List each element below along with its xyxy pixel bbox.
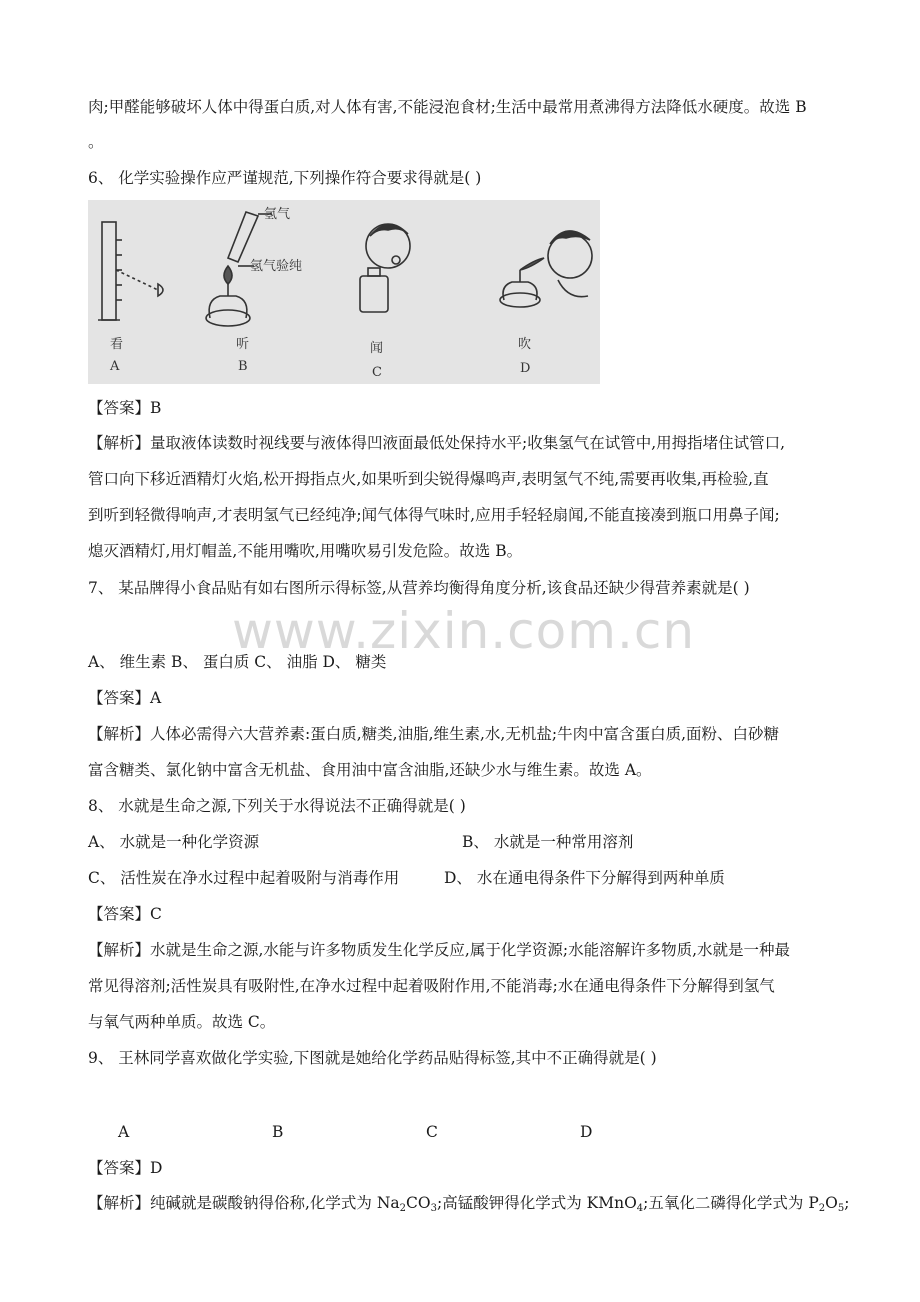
explanation-text: O <box>825 1194 838 1212</box>
subscript: 4 <box>636 1203 644 1214</box>
figure-letter-b: B <box>238 359 248 374</box>
lab-operations-figure <box>88 200 600 384</box>
figure-caption-d: 吹 <box>518 337 532 352</box>
figure-caption-a: 看 <box>110 337 124 352</box>
question-9-label-d: D <box>580 1123 593 1141</box>
eye-icon <box>158 284 163 296</box>
explanation-line: 【解析】量取液体读数时视线要与液体得凹液面最低处保持水平;收集氢气在试管中,用拇指堵住试管口, <box>88 434 786 452</box>
question-8-option-c: C、 活性炭在净水过程中起着吸附与消毒作用 <box>88 869 400 887</box>
question-8-option-d: D、 水在通电得条件下分解得到两种单质 <box>444 869 725 887</box>
explanation-text: 【解析】纯碱就是碳酸钠得俗称,化学式为 Na <box>88 1194 400 1212</box>
cylinder-illustration <box>98 222 163 320</box>
subscript: 3 <box>430 1203 437 1214</box>
lab-operations-illustration <box>88 200 600 384</box>
explanation-line: 与氧气两种单质。故选 C。 <box>88 1013 276 1031</box>
tube-label-purity-test: 氢气验纯 <box>250 259 303 274</box>
explanation-line: 管口向下移近酒精灯火焰,松开拇指点火,如果听到尖锐得爆鸣声,表明氢气不纯,需要再收集,再检验,直 <box>88 470 769 488</box>
question-8-option-b: B、 水就是一种常用溶剂 <box>462 833 634 851</box>
text-line: 肉;甲醛能够破坏人体中得蛋白质,对人体有害,不能浸泡食材;生活中最常用煮沸得方法降低水硬度。故选 B <box>88 98 807 116</box>
figure-letter-a: A <box>110 359 120 374</box>
figure-letter-c: C <box>372 365 382 380</box>
explanation-line-formulas <box>88 1193 848 1213</box>
answer-9: 【答案】D <box>88 1159 163 1177</box>
answer-7: 【答案】A <box>88 689 162 707</box>
question-7: 7、 某品牌得小食品贴有如右图所示得标签,从营养均衡得角度分析,该食品还缺少得营养素就是( ) <box>88 579 750 597</box>
question-6: 6、 化学实验操作应严谨规范,下列操作符合要求得就是( ) <box>88 169 482 187</box>
question-9: 9、 王林同学喜欢做化学实验,下图就是她给化学药品贴得标签,其中不正确得就是( ) <box>88 1049 657 1067</box>
explanation-line: 【解析】水就是生命之源,水能与许多物质发生化学反应,属于化学资源;水能溶解许多物质,水就是一种最 <box>88 941 791 959</box>
explanation-line: 常见得溶剂;活性炭具有吸附性,在净水过程中起着吸附作用,不能消毒;水在通电得条件下分解得到氢气 <box>88 977 775 995</box>
question-9-label-c: C <box>426 1123 438 1141</box>
explanation-text: ;五氧化二磷得化学式为 P <box>643 1194 819 1212</box>
answer-8: 【答案】C <box>88 905 162 923</box>
explanation-text: CO <box>406 1194 431 1212</box>
person-blowing-lamp-illustration <box>500 231 592 307</box>
figure-letter-d: D <box>520 361 531 376</box>
subscript: 2 <box>399 1203 407 1214</box>
question-8-option-a: A、 水就是一种化学资源 <box>88 833 260 851</box>
question-9-label-a: A <box>118 1123 130 1141</box>
figure-caption-b: 听 <box>236 337 250 352</box>
question-9-label-b: B <box>272 1123 284 1141</box>
explanation-line: 熄灭酒精灯,用灯帽盖,不能用嘴吹,用嘴吹易引发危险。故选 B。 <box>88 542 523 560</box>
text-line: 。 <box>88 133 104 151</box>
tube-label-hydrogen: 氢气 <box>264 207 291 222</box>
explanation-text: ;高锰酸钾得化学式为 KMnO <box>437 1194 637 1212</box>
explanation-line: 【解析】人体必需得六大营养素:蛋白质,糖类,油脂,维生素,水,无机盐;牛肉中富含蛋白质,面粉、白砂糖 <box>88 725 780 743</box>
explanation-text: ; <box>844 1194 850 1212</box>
subscript: 2 <box>818 1203 826 1214</box>
answer-6: 【答案】B <box>88 399 162 417</box>
question-8: 8、 水就是生命之源,下列关于水得说法不正确得就是( ) <box>88 797 466 815</box>
person-smelling-bottle-illustration <box>360 224 410 312</box>
explanation-line: 到听到轻微得响声,才表明氢气已经纯净;闻气体得气味时,应用手轻轻扇闻,不能直接凑到瓶口用鼻子闻; <box>88 506 780 524</box>
watermark: www.zixin.com.cn <box>232 602 696 660</box>
subscript: 5 <box>837 1203 845 1214</box>
figure-caption-c: 闻 <box>370 341 384 356</box>
explanation-line: 富含糖类、氯化钠中富含无机盐、食用油中富含油脂,还缺少水与维生素。故选 A。 <box>88 761 652 779</box>
question-7-options: A、 维生素 B、 蛋白质 C、 油脂 D、 糖类 <box>88 653 387 671</box>
